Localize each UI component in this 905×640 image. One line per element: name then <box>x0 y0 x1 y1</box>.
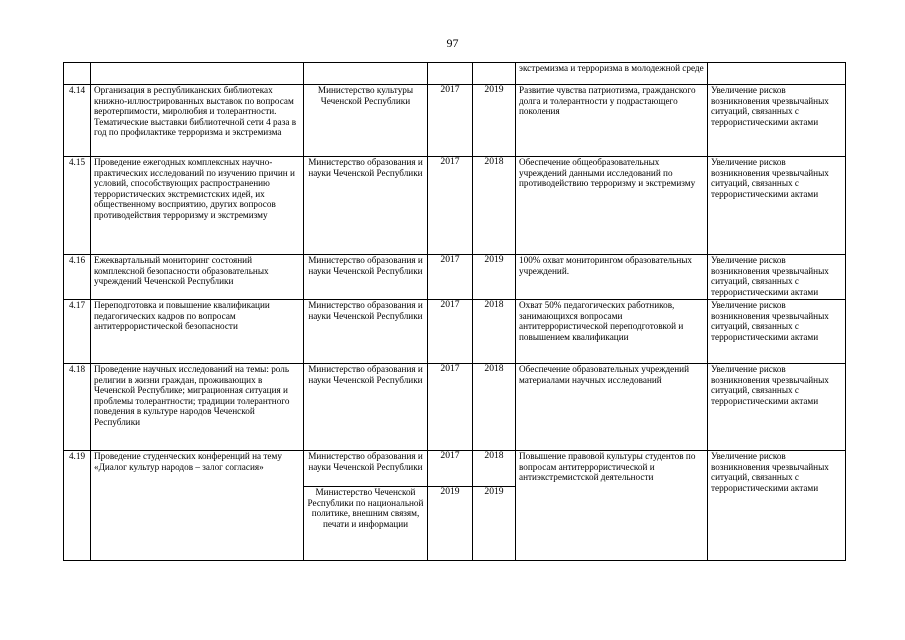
responsible-cell: Министерство образования и науки Чеченской Республики <box>304 300 428 364</box>
measures-table <box>63 62 846 561</box>
table-row <box>64 451 846 487</box>
end-year-cell: 2019 <box>473 85 516 157</box>
risk-cell: Увеличение рисков возникновения чрезвычайных ситуаций, связанных с террористическими актами <box>708 85 846 157</box>
result-cell: экстремизма и терроризма в молодежной среде <box>516 63 708 85</box>
table-row <box>64 63 846 85</box>
event-cell: Проведение студенческих конференций на тему «Диалог культур народов – залог согласия» <box>91 451 304 561</box>
responsible-cell <box>304 63 428 85</box>
start-year-cell: 2017 <box>428 157 473 255</box>
end-year-cell: 2019 <box>473 255 516 300</box>
responsible-cell: Министерство Чеченской Республики по национальной политике, внешним связям, печати и информации <box>304 487 428 561</box>
event-cell <box>91 63 304 85</box>
result-cell: Обеспечение общеобразовательных учреждений данными исследований по противодействию терроризму и экстремизму <box>516 157 708 255</box>
result-cell: Обеспечение образовательных учреждений материалами научных исследований <box>516 364 708 451</box>
responsible-cell: Министерство образования и науки Чеченской Республики <box>304 364 428 451</box>
responsible-cell: Министерство образования и науки Чеченской Республики <box>304 451 428 487</box>
start-year-cell: 2017 <box>428 255 473 300</box>
risk-cell: Увеличение рисков возникновения чрезвычайных ситуаций, связанных с террористическими актами <box>708 157 846 255</box>
page-number: 97 <box>446 36 459 50</box>
table-row <box>64 364 846 451</box>
risk-cell: Увеличение рисков возникновения чрезвычайных ситуаций, связанных с террористическими актами <box>708 364 846 451</box>
end-year-cell: 2018 <box>473 300 516 364</box>
start-year-cell: 2019 <box>428 487 473 561</box>
end-year-cell <box>473 63 516 85</box>
start-year-cell: 2017 <box>428 85 473 157</box>
table-row <box>64 300 846 364</box>
end-year-cell: 2018 <box>473 451 516 487</box>
table-row <box>64 255 846 300</box>
start-year-cell: 2017 <box>428 300 473 364</box>
risk-cell: Увеличение рисков возникновения чрезвычайных ситуаций, связанных с террористическими актами <box>708 451 846 561</box>
event-cell: Ежеквартальный мониторинг состояний комплексной безопасности образовательных учреждений Чеченской Республики <box>91 255 304 300</box>
row-number: 4.18 <box>64 364 91 451</box>
event-cell: Проведение ежегодных комплексных научно-практических исследований по изучению причин и условий, способствующих распространению террористических экстремистских идей, их общественному восприятию, других вопросов противодействия терроризму и экстремизму <box>91 157 304 255</box>
end-year-cell: 2018 <box>473 364 516 451</box>
risk-cell: Увеличение рисков возникновения чрезвычайных ситуаций, связанных с террористическими актами <box>708 300 846 364</box>
result-cell: 100% охват мониторингом образовательных учреждений. <box>516 255 708 300</box>
responsible-cell: Министерство культуры Чеченской Республики <box>304 85 428 157</box>
row-number <box>64 63 91 85</box>
result-cell: Развитие чувства патриотизма, гражданского долга и толерантности у подрастающего поколения <box>516 85 708 157</box>
row-number: 4.16 <box>64 255 91 300</box>
responsible-cell: Министерство образования и науки Чеченской Республики <box>304 255 428 300</box>
event-cell: Проведение научных исследований на темы: роль религии в жизни граждан, проживающих в Чеченской Республике; миграционная ситуация и проблемы толерантности; традиции толерантного поведения в культуре народов Чеченской Республики <box>91 364 304 451</box>
row-number: 4.15 <box>64 157 91 255</box>
table-row <box>64 85 846 157</box>
event-cell: Организация в республиканских библиотеках книжно-иллюстрированных выставок по вопросам веротерпимости, миролюбия и толерантности. Тематические выставки библиотечной сети 4 раза в год по профилактике терроризма и экстремизма <box>91 85 304 157</box>
row-number: 4.17 <box>64 300 91 364</box>
start-year-cell <box>428 63 473 85</box>
start-year-cell: 2017 <box>428 451 473 487</box>
table-row <box>64 157 846 255</box>
end-year-cell: 2018 <box>473 157 516 255</box>
risk-cell: Увеличение рисков возникновения чрезвычайных ситуаций, связанных с террористическими актами <box>708 255 846 300</box>
start-year-cell: 2017 <box>428 364 473 451</box>
row-number: 4.19 <box>64 451 91 561</box>
responsible-cell: Министерство образования и науки Чеченской Республики <box>304 157 428 255</box>
row-number: 4.14 <box>64 85 91 157</box>
risk-cell <box>708 63 846 85</box>
result-cell: Повышение правовой культуры студентов по вопросам антитеррористической и антиэкстремистской деятельности <box>516 451 708 561</box>
event-cell: Переподготовка и повышение квалификации педагогических кадров по вопросам антитеррористической безопасности <box>91 300 304 364</box>
result-cell: Охват 50% педагогических работников, занимающихся вопросами антитеррористической переподготовкой и повышением квалификации <box>516 300 708 364</box>
end-year-cell: 2019 <box>473 487 516 561</box>
